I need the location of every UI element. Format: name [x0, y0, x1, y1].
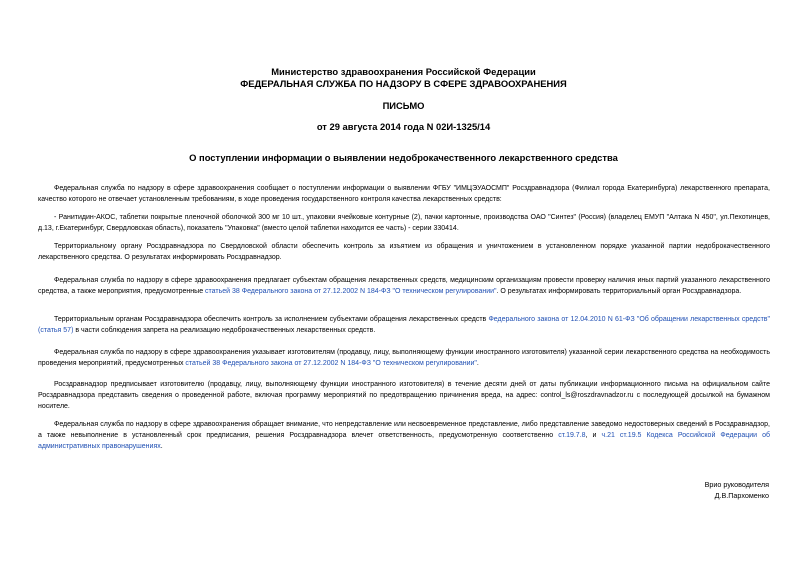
paragraph-5-text: Территориальным органам Росздравнадзора обеспечить контроль за исполнением субъектами обращения лекарственных средств: [54, 316, 489, 323]
paragraph-4-text: Федеральная служба по надзору в сфере здравоохранения предлагает субъектам обращения лекарственных средств, медицинским организациям провести проверку наличия иных партий указанного лекарственного средства, а также мероприятия, предусмотренные: [38, 277, 770, 295]
law-184fz-link[interactable]: статьей 38 Федерального закона от 27.12.2002 N 184-ФЗ "О техническом регулировании": [205, 288, 497, 295]
paragraph-3: Территориальному органу Росздравнадзора по Свердловской области обеспечить контроль за изъятием из обращения и уничтожением в установленном порядке указанной партии недоброкачественного лекарственного средства. О результатах информировать Росздравнадзор.: [38, 243, 770, 261]
document-type: ПИСЬМО: [382, 100, 425, 111]
paragraph-6-text: Федеральная служба по надзору в сфере здравоохранения указывает изготовителям (продавцу, лицу, выполняющему функции иностранного изготовителя) указанной серии лекарственного средства на необходимость проведения мероприятий, предусмотренных: [38, 349, 770, 367]
law-61fz-link[interactable]: Федерального закона от 12.04.2010 N 61-ФЗ "Об обращении лекарственных средств": [488, 316, 770, 323]
document-date-number: от 29 августа 2014 года N 02И-1325/14: [316, 121, 491, 132]
paragraph-4: [38, 275, 770, 297]
article-57-link[interactable]: (статья 57): [38, 327, 74, 334]
paragraph-1: Федеральная служба по надзору в сфере здравоохранения сообщает о поступлении информации о выявлении ФГБУ "ИМЦЭУАОСМП" Росздравнадзора (Филиал города Екатеринбурга) лекарственного препарата, качество которого не отвечает установленным требованиям, в ходе проведения государственного контроля качества лекарственных средств:: [38, 185, 770, 203]
paragraph-4-tail: . О результатах информировать территориальный орган Росздравнадзора.: [496, 288, 742, 295]
article-19-7-8-link[interactable]: ст.19.7.8: [558, 432, 586, 439]
paragraph-2: - Ранитидин-АКОС, таблетки покрытые пленочной оболочкой 300 мг 10 шт., упаковки ячейковые контурные (2), пачки картонные, производства ОАО "Синтез" (Россия) (владелец ЕМУП "Алтака N 450", ул.Пехотинцев, д.13, г.Екатеринбург, Свердловская область), показатель "Упаковка" (вместо целой таблетки находится ее часть) - серии 330414.: [38, 214, 770, 232]
paragraph-8-tail: .: [160, 443, 163, 450]
paragraph-6-tail: .: [476, 360, 479, 367]
ministry-name: Министерство здравоохранения Российской Федерации: [271, 66, 536, 77]
paragraph-7: Росздравнадзор предписывает изготовителю (продавцу, лицу, выполняющему функции иностранного изготовителя) в течение десяти дней от даты публикации информационного письма на официальном сайте Росздравнадзора представить сведения о проведенной работе, включая программу мероприятий по предотвращению причинения вреда, на адрес: control_ls@roszdravnadzor.ru с последующей досылкой на бумажном носителе.: [38, 381, 770, 410]
paragraph-8: [38, 419, 770, 452]
paragraph-5: [38, 314, 770, 336]
signature-title: Врио руководителя: [704, 480, 769, 489]
service-name: ФЕДЕРАЛЬНАЯ СЛУЖБА ПО НАДЗОРУ В СФЕРЕ ЗДРАВООХРАНЕНИЯ: [240, 78, 567, 89]
koap-article-19-5-link[interactable]: ч.21 ст.19.5 Кодекса Российской Федерации об административных правонарушениях: [38, 432, 771, 450]
document-subject: О поступлении информации о выявлении недоброкачественного лекарственного средства: [189, 152, 618, 163]
paragraph-6: [38, 347, 770, 369]
paragraph-8-conj: , и: [585, 432, 602, 439]
signature-name: Д.В.Пархоменко: [714, 491, 769, 500]
paragraph-5-tail: в части соблюдения запрета на реализацию недоброкачественных лекарственных средств.: [73, 327, 376, 334]
paragraph-8-text: Федеральная служба по надзору в сфере здравоохранения обращает внимание, что непредставление или несвоевременное представление, либо представление заведомо недостоверных сведений в Росздравнадзор, а также невыполнение в установленный срок предписания, решения Росздравнадзора влечет ответственность, предусмотренную соответственно: [38, 421, 770, 439]
law-184fz-link-2[interactable]: статьей 38 Федерального закона от 27.12.2002 N 184-ФЗ "О техническом регулировании": [185, 360, 477, 367]
